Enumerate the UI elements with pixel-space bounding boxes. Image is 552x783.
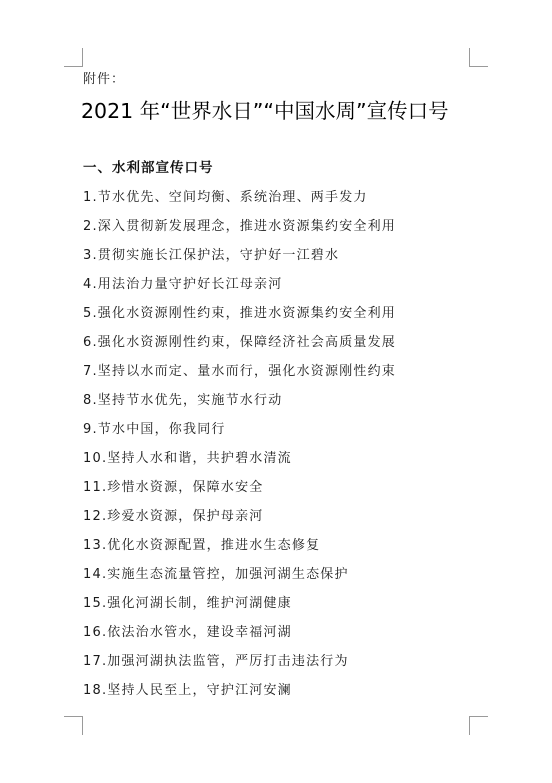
slogan-item: 1.节水优先、空间均衡、系统治理、两手发力 [83, 190, 368, 205]
slogan-list [83, 188, 396, 710]
slogan-item: 18.坚持人民至上，守护江河安澜 [83, 683, 292, 698]
section-heading: 一、水利部宣传口号 [83, 160, 214, 176]
slogan-item: 12.珍爱水资源，保护母亲河 [83, 509, 264, 524]
slogan-item: 16.依法治水管水，建设幸福河湖 [83, 625, 292, 640]
slogan-item: 10.坚持人水和谐，共护碧水清流 [83, 451, 292, 466]
document-title: 2021 年“世界水日”“中国水周”宣传口号 [81, 99, 449, 123]
page-corner-mark-bottom-left [64, 716, 83, 735]
slogan-item: 4.用法治力量守护好长江母亲河 [83, 277, 283, 292]
slogan-item: 13.优化水资源配置，推进水生态修复 [83, 538, 321, 553]
slogan-item: 5.强化水资源刚性约束，推进水资源集约安全利用 [83, 306, 397, 321]
slogan-item: 8.坚持节水优先，实施节水行动 [83, 393, 283, 408]
slogan-item: 9.节水中国，你我同行 [83, 422, 226, 437]
slogan-item: 17.加强河湖执法监管，严厉打击违法行为 [83, 654, 349, 669]
slogan-item: 14.实施生态流量管控，加强河湖生态保护 [83, 567, 349, 582]
page-corner-mark-bottom-right [469, 716, 488, 735]
slogan-item: 6.强化水资源刚性约束，保障经济社会高质量发展 [83, 335, 397, 350]
slogan-item: 2.深入贯彻新发展理念，推进水资源集约安全利用 [83, 219, 397, 234]
slogan-item: 11.珍惜水资源，保障水安全 [83, 480, 264, 495]
page-corner-mark-top-right [469, 48, 488, 67]
slogan-item: 3.贯彻实施长江保护法，守护好一江碧水 [83, 248, 340, 263]
page-corner-mark-top-left [64, 48, 83, 67]
slogan-item: 7.坚持以水而定、量水而行，强化水资源刚性约束 [83, 364, 397, 379]
attachment-label: 附件： [83, 72, 126, 87]
slogan-item: 15.强化河湖长制，维护河湖健康 [83, 596, 292, 611]
